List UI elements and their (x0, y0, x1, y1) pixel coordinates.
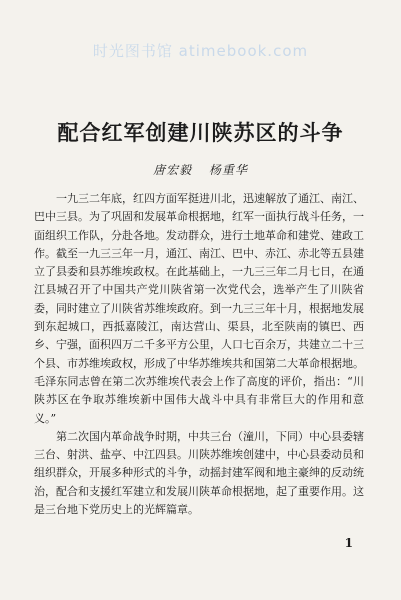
paragraph: 一九三二年底，红四方面军挺进川北，迅速解放了通江、南江、巴中三县。为了巩固和发展革命根据地，红军一面执行战斗任务，一面组织工作队，分赴各地。发动群众，进行土地革命和建党、建政工作。截至一九三三年一月，通江、南江、巴中、赤江、赤北等五县建立了县委和县苏维埃政权。在此基础上，一九三三年二月七日，在通江县城召开了中国共产党川陕省第一次党代会，选举产生了川陕省委，同时建立了川陕省苏维埃政府。到一九三三年十月，根据地发展到东起城口，西抵嘉陵江，南达营山、渠县，北至陕南的镇巴、西乡、宁强，面积四万二千多平方公里，人口七百余万，共建立二十三个县、市苏维埃政权，形成了中华苏维埃共和国第二大革命根据地。毛泽东同志曾在第二次苏维埃代表会上作了高度的评价，指出：“川陕苏区在争取苏维埃新中国伟大战斗中具有非常巨大的作用和意义。” (34, 192, 364, 425)
author-name: 杨重华 (208, 163, 248, 177)
author-name: 唐宏毅 (153, 163, 193, 177)
author-line (0, 161, 401, 178)
article-body (34, 190, 364, 519)
watermark: 时光图书馆 atimebook.com (92, 42, 309, 60)
paragraph: 第二次国内革命战争时期，中共三台（潼川，下同）中心县委辖三台、射洪、盐亭、中江四县。川陕苏维埃创建中，中心县委动员和组织群众，开展多种形式的斗争，动摇封建军阀和地主豪绅的反动统治，配合和支援红军建立和发展川陕革命根据地，起了重要作用。这是三台地下党历史上的光辉篇章。 (34, 429, 364, 517)
article-title: 配合红军创建川陕苏区的斗争 (57, 120, 344, 145)
page-number: 1 (344, 536, 353, 550)
